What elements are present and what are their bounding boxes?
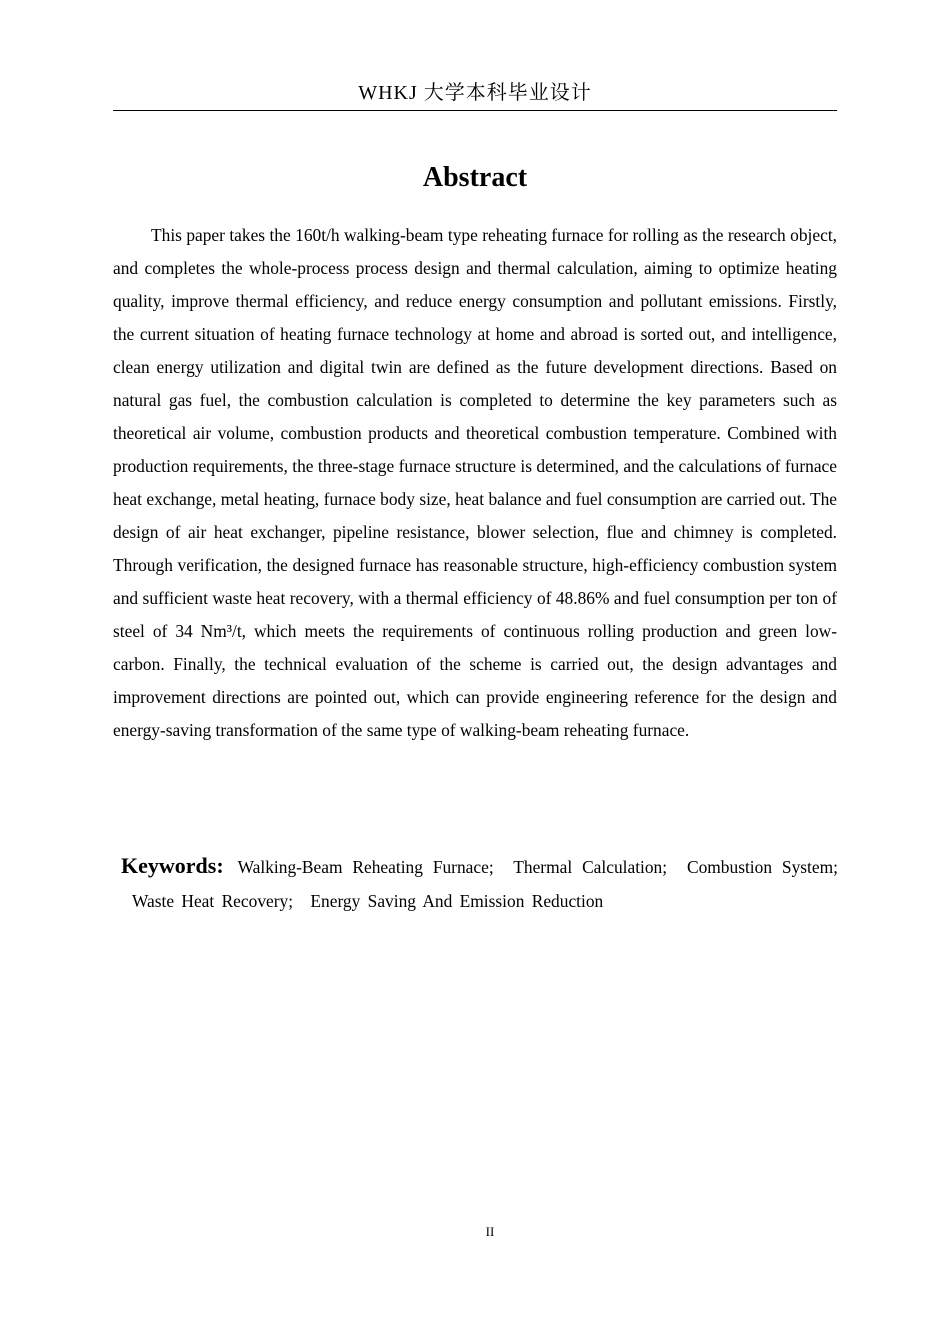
- page-number: II: [485, 1224, 495, 1239]
- keywords-section: [121, 849, 848, 918]
- page-header: WHKJ 大学本科毕业设计: [358, 82, 592, 104]
- keywords-label: Keywords:: [121, 853, 224, 878]
- keyword-item: Waste Heat Recovery;: [132, 891, 294, 911]
- keyword-item: Energy Saving And Emission Reduction: [310, 891, 604, 911]
- keyword-item: Walking-Beam Reheating Furnace;: [237, 857, 494, 877]
- abstract-paragraph: This paper takes the 160t/h walking-beam type reheating furnace for rolling as the research object, and completes the whole-process process design and thermal calculation, aiming to optimize heating quality, improve thermal efficiency, and reduce energy consumption and pollutant emissions. Firstly, the current situation of heating furnace technology at home and abroad is sorted out, and intelligence, clean energy utilization and digital twin are defined as the future development directions. Based on natural gas fuel, the combustion calculation is completed to determine the key parameters such as theoretical air volume, combustion products and theoretical combustion temperature. Combined with production requirements, the three-stage furnace structure is determined, and the calculations of furnace heat exchange, metal heating, furnace body size, heat balance and fuel consumption are carried out. The design of air heat exchanger, pipeline resistance, blower selection, flue and chimney is completed. Through verification, the designed furnace has reasonable structure, high-efficiency combustion system and sufficient waste heat recovery, with a thermal efficiency of 48.86% and fuel consumption per ton of steel of 34 Nm³/t, which meets the requirements of continuous rolling production and green low-carbon. Finally, the technical evaluation of the scheme is carried out, the design advantages and improvement directions are pointed out, which can provide engineering reference for the design and energy-saving transformation of the same type of walking-beam reheating furnace.: [113, 225, 837, 740]
- header-divider: [113, 110, 837, 111]
- keyword-item: Combustion System;: [686, 857, 838, 877]
- keyword-item: Thermal Calculation;: [513, 857, 668, 877]
- abstract-title: Abstract: [422, 162, 528, 193]
